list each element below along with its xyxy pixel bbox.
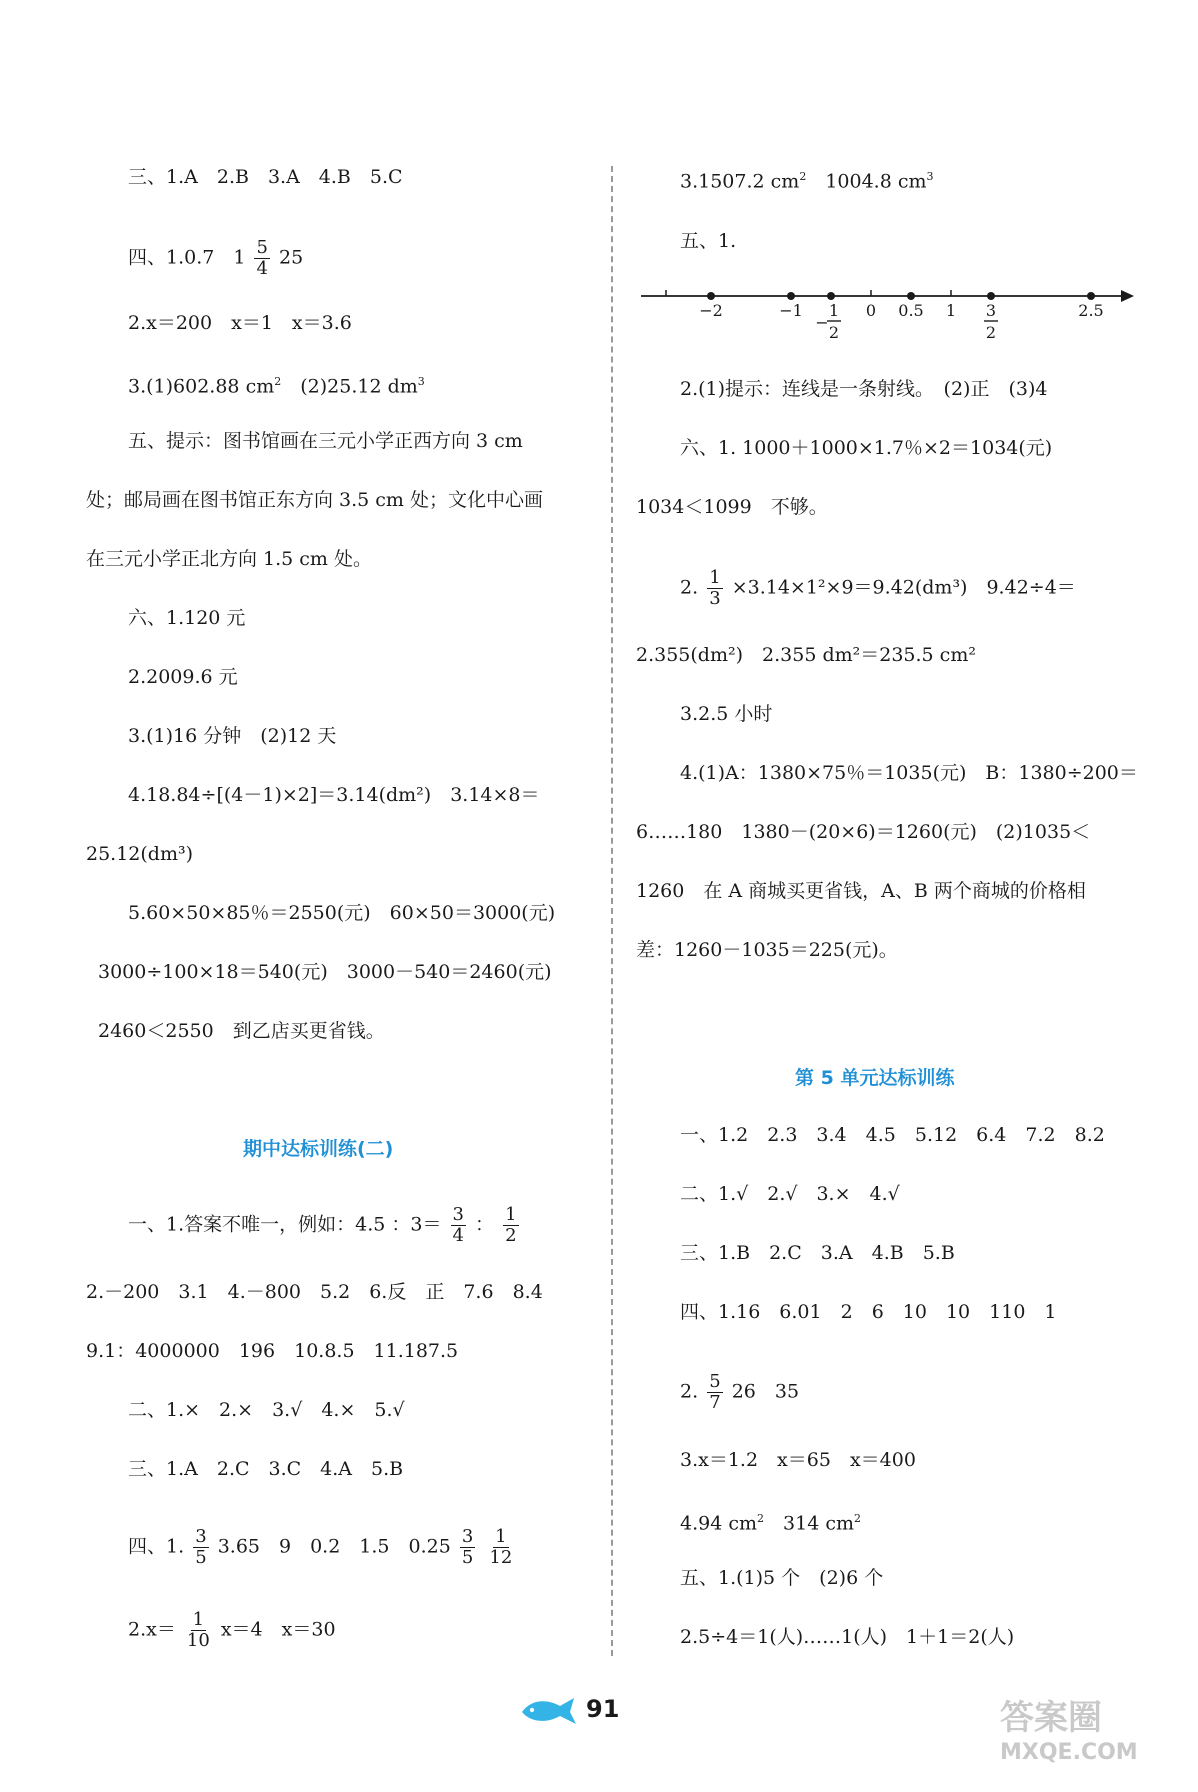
- fraction: $\frac{1}{2}$: [505, 1204, 517, 1246]
- tick-label: 0: [865, 301, 877, 320]
- point: [907, 292, 915, 300]
- answer-line: 三、1.B 2.C 3.A 4.B 5.B: [680, 1242, 955, 1264]
- answer-line: 2. $\frac{1}{3}$ ×3.14×1²×9＝9.42(dm³) 9.42÷4＝: [680, 567, 1076, 609]
- column-divider: [611, 166, 613, 1656]
- point: [827, 292, 835, 300]
- fraction: $\frac{1}{10}$: [186, 1609, 210, 1651]
- answer-line: 2.－200 3.1 4.－800 5.2 6.反 正 7.6 8.4: [86, 1281, 543, 1303]
- answer-line: 三、1.A 2.C 3.C 4.A 5.B: [128, 1458, 404, 1480]
- point: [787, 292, 795, 300]
- tick-label: 1: [828, 301, 840, 320]
- answer-line: 2.x＝ $\frac{1}{10}$ x＝4 x＝30: [128, 1609, 336, 1651]
- answer-line: 1260 在 A 商城买更省钱，A、B 两个商城的价格相: [636, 880, 1086, 902]
- number-line: [636, 276, 1136, 352]
- answer-line: 3.2.5 小时: [680, 703, 773, 725]
- tick-label: 0.5: [898, 301, 924, 320]
- answer-line: 六、1. 1000＋1000×1.7％×2＝1034(元): [680, 437, 1053, 459]
- answer-line: 四、1. $\frac{3}{5}$ 3.65 9 0.2 1.5 0.25 $\frac{3}{5}$ $\frac{1}{12}$: [128, 1526, 513, 1568]
- answer-line: 三、1.A 2.B 3.A 4.B 5.C: [128, 166, 403, 188]
- answer-line: 9.1：4000000 196 10.8.5 11.187.5: [86, 1340, 459, 1362]
- answer-line: 四、1.0.7 1 $\frac{5}{4}$ 25: [128, 237, 304, 279]
- answer-line: 2.5÷4＝1(人)……1(人) 1＋1＝2(人): [680, 1626, 1015, 1648]
- answer-line: 1034＜1099 不够。: [636, 496, 828, 518]
- tick-label: 3: [985, 301, 997, 320]
- answer-line: 4.18.84÷[(4－1)×2]＝3.14(dm²) 3.14×8＝: [128, 784, 540, 806]
- answer-line: 3.(1)16 分钟 (2)12 天: [128, 725, 337, 747]
- answer-line: 2. $\frac{5}{7}$ 26 35: [680, 1371, 800, 1413]
- arrow-icon: [1121, 290, 1134, 302]
- answer-line: 3.x＝1.2 x＝65 x＝400: [680, 1449, 916, 1471]
- answer-line: 差：1260－1035＝225(元)。: [636, 939, 898, 961]
- fish-icon: [516, 1694, 580, 1728]
- answer-line: 处；邮局画在图书馆正东方向 3.5 cm 处；文化中心画: [86, 489, 543, 511]
- answer-line: 6……180 1380－(20×6)＝1260(元) (2)1035＜: [636, 821, 1091, 843]
- answer-line: 四、1.16 6.01 2 6 10 10 110 1: [680, 1301, 1057, 1323]
- fraction: $\frac{5}{7}$: [709, 1371, 721, 1413]
- section-title: 第 5 单元达标训练: [795, 1067, 955, 1089]
- fraction: $\frac{1}{3}$: [709, 567, 721, 609]
- fraction: $\frac{3}{5}$: [195, 1526, 207, 1568]
- answer-line: 二、1.√ 2.√ 3.× 4.√: [680, 1183, 900, 1205]
- answer-line: 二、1.× 2.× 3.√ 4.× 5.√: [128, 1399, 405, 1421]
- tick-label: 2: [828, 323, 840, 342]
- answer-line: 2.355(dm²) 2.355 dm²＝235.5 cm²: [636, 644, 976, 666]
- answer-line: 3000÷100×18＝540(元) 3000－540＝2460(元): [98, 961, 552, 983]
- answer-line: 4.(1)A：1380×75％＝1035(元) B：1380÷200＝: [680, 762, 1138, 784]
- answer-line: 五、1.: [680, 230, 737, 252]
- watermark-logo: 答案圈: [1000, 1698, 1102, 1738]
- answer-line: 2460＜2550 到乙店买更省钱。: [98, 1020, 385, 1042]
- answer-line: 3.(1)602.88 $cm^2$ (2)25.12 $dm^3$: [128, 375, 425, 398]
- tick-label: 1: [945, 301, 957, 320]
- fraction: $\frac{3}{5}$: [461, 1526, 474, 1568]
- answer-line: 2.x＝200 x＝1 x＝3.6: [128, 312, 352, 334]
- page-number: 91: [586, 1695, 620, 1723]
- answer-line: 2.(1)提示：连线是一条射线。 (2)正 (3)4: [680, 378, 1048, 400]
- tick-label: −1: [779, 301, 803, 320]
- section-title: 期中达标训练(二): [243, 1138, 394, 1160]
- answer-line: 在三元小学正北方向 1.5 cm 处。: [86, 548, 372, 570]
- answer-line: 3.1507.2 $cm^2$ 1004.8 $cm^3$: [680, 170, 934, 193]
- watermark-url: MXQE.COM: [1000, 1740, 1138, 1765]
- tick-label: −2: [699, 301, 723, 320]
- tick-label: −: [815, 313, 829, 332]
- answer-line: 4.94 $cm^2$ 314 $cm^2$: [680, 1512, 861, 1535]
- answer-line: 一、1.2 2.3 3.4 4.5 5.12 6.4 7.2 8.2: [680, 1124, 1105, 1146]
- tick-label: 2.5: [1078, 301, 1104, 320]
- point: [707, 292, 715, 300]
- fraction: $\frac{3}{4}$: [452, 1204, 464, 1246]
- answer-line: 五、提示：图书馆画在三元小学正西方向 3 cm: [128, 430, 523, 452]
- point: [1087, 292, 1095, 300]
- answer-line: 六、1.120 元: [128, 607, 246, 629]
- answer-line: 5.60×50×85％＝2550(元) 60×50＝3000(元): [128, 902, 556, 924]
- answer-line: 一、1.答案不唯一，例如：4.5 ：3＝ $\frac{3}{4}$ ： $\frac{1}{2}$: [128, 1204, 517, 1246]
- fraction: $\frac{5}{4}$: [256, 237, 268, 279]
- tick-label: 2: [985, 323, 997, 342]
- answer-line: 2.2009.6 元: [128, 666, 238, 688]
- point: [987, 292, 995, 300]
- fraction: $\frac{1}{12}$: [489, 1526, 513, 1568]
- answer-line: 五、1.(1)5 个 (2)6 个: [680, 1567, 884, 1589]
- answer-line: 25.12(dm³): [86, 843, 194, 865]
